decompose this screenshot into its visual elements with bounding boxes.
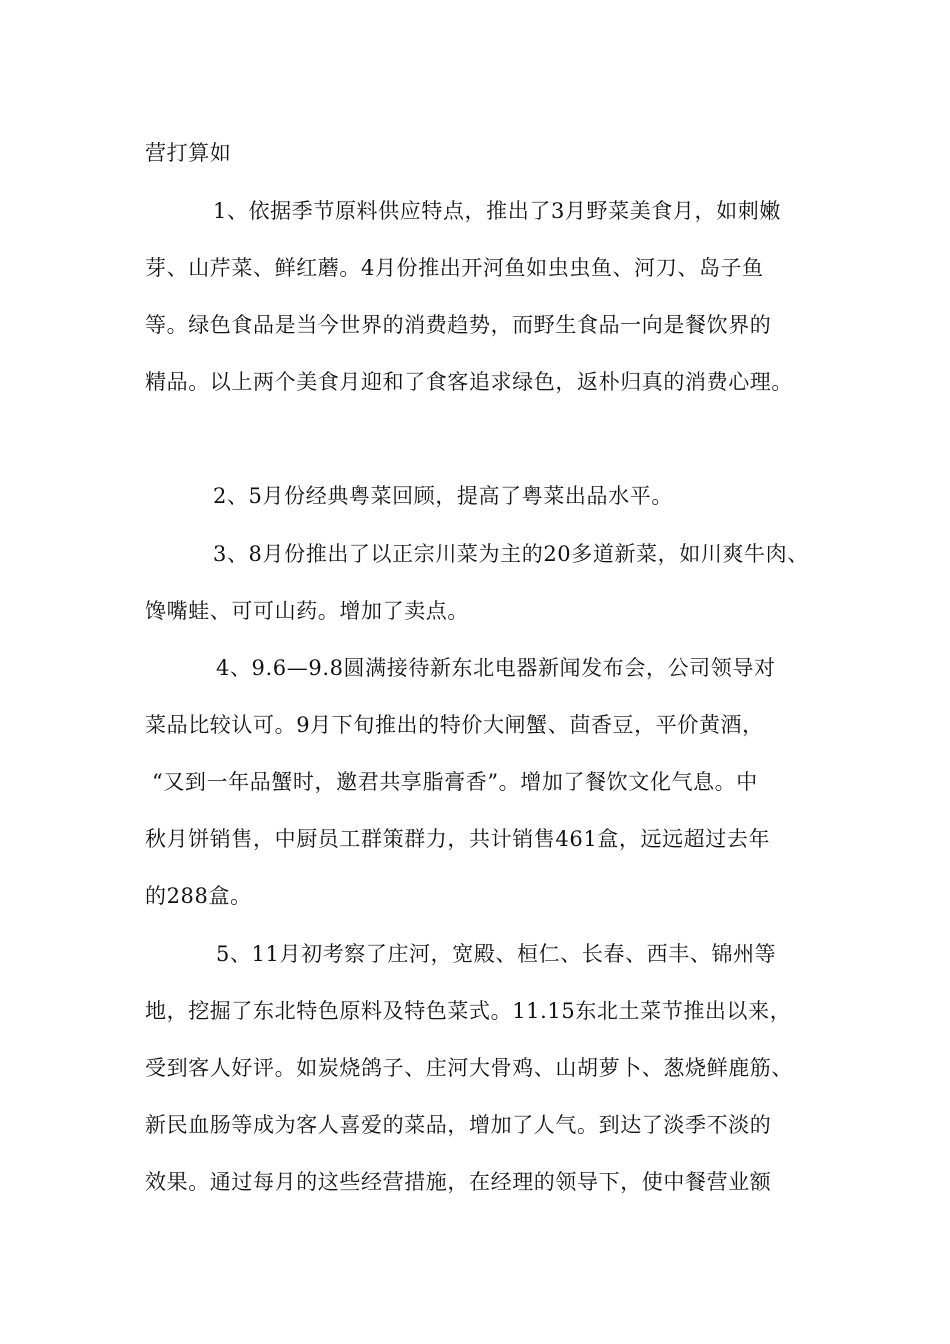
text-line-11: “又到一年品蟹时，邀君共享脂膏香”。增加了餐饮文化气息。中 — [152, 770, 758, 794]
text-line-18: 效果。通过每月的这些经营措施，在经理的领导下，使中餐营业额 — [145, 1170, 772, 1194]
text-line-16: 受到客人好评。如炭烧鸽子、庄河大骨鸡、山胡萝卜、葱烧鲜鹿筋、 — [145, 1056, 793, 1080]
text-line-10: 菜品比较认可。9月下旬推出的特价大闸蟹、茴香豆，平价黄酒， — [145, 713, 764, 737]
text-line-15: 地，挖掘了东北特色原料及特色菜式。11.15东北土菜节推出以来， — [145, 999, 792, 1023]
text-line-1: 营打算如 — [145, 141, 232, 165]
text-line-6: 2、5月份经典粤菜回顾，提高了粤菜出品水平。 — [213, 484, 673, 508]
text-line-12: 秋月饼销售，中厨员工群策群力，共计销售461盒，远远超过去年 — [145, 827, 771, 851]
text-line-8: 馋嘴蛙、可可山药。增加了卖点。 — [145, 599, 469, 623]
text-line-3: 芽、山芹菜、鲜红蘑。4月份推出开河鱼如虫虫鱼、河刀、岛子鱼 — [145, 256, 764, 280]
text-line-5: 精品。以上两个美食月迎和了食客追求绿色，返朴归真的消费心理。 — [145, 370, 793, 394]
text-line-17: 新民血肠等成为客人喜爱的菜品，增加了人气。到达了淡季不淡的 — [145, 1113, 772, 1137]
text-line-9: 4、9.6—9.8圆满接待新东北电器新闻发布会，公司领导对 — [216, 656, 776, 680]
text-line-2: 1、依据季节原料供应特点，推出了3月野菜美食月，如刺嫩 — [213, 199, 781, 223]
text-line-7: 3、8月份推出了以正宗川菜为主的20多道新菜，如川爽牛肉、 — [213, 542, 809, 566]
text-line-13: 的288盒。 — [145, 884, 252, 908]
text-line-4: 等。绿色食品是当今世界的消费趋势，而野生食品一向是餐饮界的 — [145, 313, 772, 337]
text-line-14: 5、11月初考察了庄河，宽殿、桓仁、长春、西丰、锦州等 — [216, 942, 777, 966]
